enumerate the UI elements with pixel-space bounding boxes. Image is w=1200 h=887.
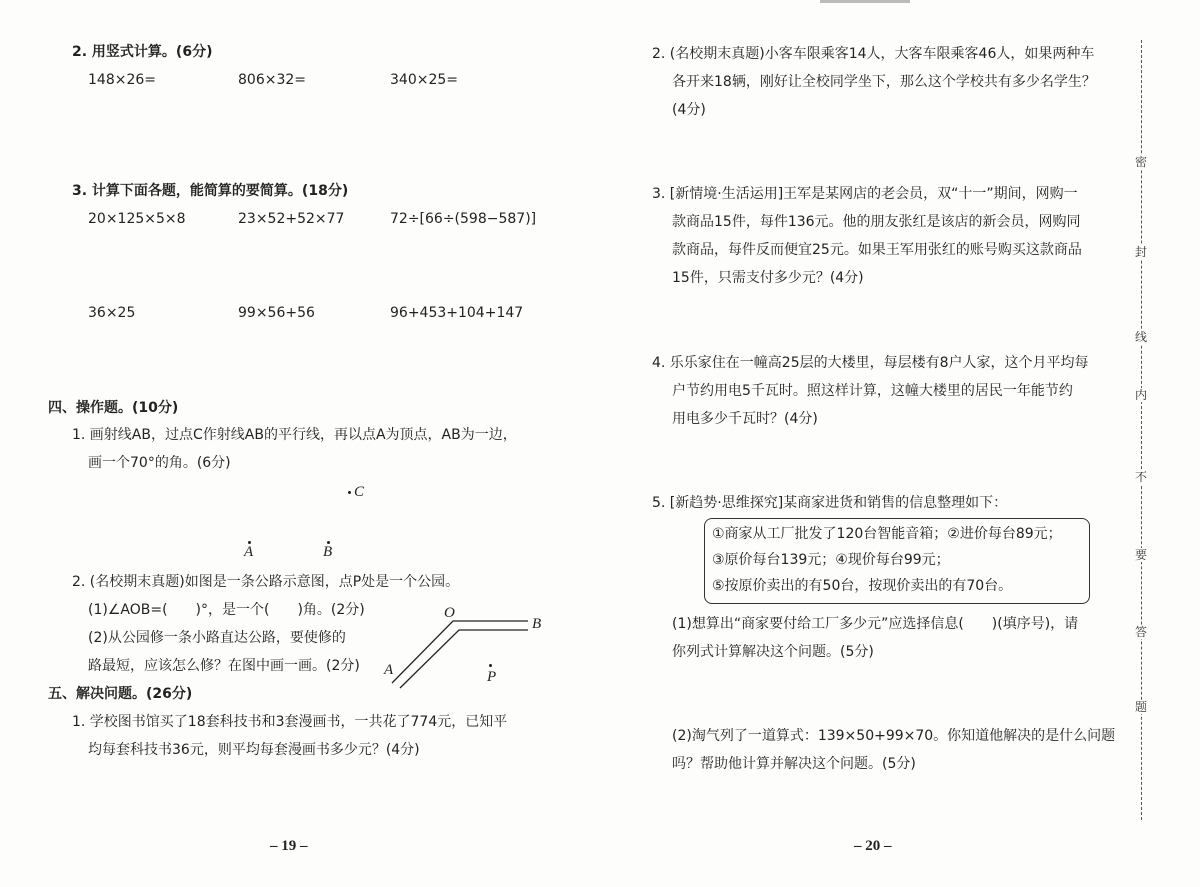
- section-4-title: 四、操作题。(10分): [48, 400, 179, 416]
- sec5-q1-line1: 1. 学校图书馆买了18套科技书和3套漫画书，一共花了774元，已知平: [72, 714, 508, 730]
- q3-line3: 款商品，每件反而便宜25元。如果王军用张红的账号购买这款商品: [672, 242, 1082, 258]
- q2-line1: 2. (名校期末真题)小客车限乘客14人，大客车限乘客46人，如果两种车: [652, 46, 1095, 62]
- q5-info-line3: ⑤按原价卖出的有50台，按现价卖出的有70台。: [712, 578, 1013, 594]
- q3-line4: 15件，只需支付多少元？(4分): [672, 270, 864, 286]
- road-diagram: [380, 600, 550, 695]
- q2-item-1: 148×26=: [88, 72, 156, 88]
- seal-char-1: 密: [1135, 155, 1148, 169]
- q5-sub1-line1: (1)想算出“商家要付给工厂多少元”应选择信息( )(填序号)，请: [672, 616, 1079, 632]
- page-number: – 19 –: [270, 838, 308, 854]
- park-p-label: P: [487, 669, 497, 685]
- q2-item-2: 806×32=: [238, 72, 306, 88]
- q5-info-line2: ③原价每台139元；④现价每台99元；: [712, 552, 950, 568]
- q3-expr-3: 72÷[66÷(598−587)]: [390, 211, 537, 227]
- q3-expr-2: 23×52+52×77: [238, 211, 345, 227]
- q4-line1: 4. 乐乐家住在一幢高25层的大楼里，每层楼有8户人家，这个月平均每: [652, 355, 1089, 371]
- sec5-q1-line2: 均每套科技书36元，则平均每套漫画书多少元？(4分): [88, 742, 420, 758]
- point-c-label: C: [354, 484, 365, 500]
- road-label-o: O: [444, 605, 455, 621]
- page-number: – 20 –: [854, 838, 892, 854]
- q3-expr-5: 99×56+56: [238, 305, 315, 321]
- q3-expr-1: 20×125×5×8: [88, 211, 186, 227]
- q5-info-line1: ①商家从工厂批发了120台智能音箱；②进价每台89元；: [712, 526, 1062, 542]
- top-print-mark: [820, 0, 910, 3]
- road-label-b: B: [532, 616, 542, 632]
- road-label-a: A: [384, 662, 394, 678]
- sec4-q2-sub2-line1: (2)从公园修一条小路直达公路，要使修的: [88, 630, 346, 646]
- sec4-q1-line2: 画一个70°的角。(6分): [88, 455, 231, 471]
- q2-title: 2. 用竖式计算。(6分): [72, 44, 213, 60]
- q3-title: 3. 计算下面各题，能简算的要简算。(18分): [72, 183, 349, 199]
- q3-line1: 3. [新情境·生活运用]王军是某网店的老会员，双“十一”期间，网购一: [652, 186, 1078, 202]
- sec4-q1-line1: 1. 画射线AB，过点C作射线AB的平行线，再以点A为顶点，AB为一边，: [72, 427, 517, 443]
- q2-item-3: 340×25=: [390, 72, 458, 88]
- q4-line3: 用电多少千瓦时？(4分): [672, 411, 818, 427]
- seal-char-3: 线: [1135, 330, 1148, 344]
- q2-line2: 各开来18辆，刚好让全校同学坐下，那么这个学校共有多少名学生？: [672, 74, 1096, 90]
- seal-char-5: 不: [1135, 470, 1148, 484]
- q5-sub2-line1: (2)淘气列了一道算式：139×50+99×70。你知道他解决的是什么问题: [672, 728, 1116, 744]
- section-5-title: 五、解决问题。(26分): [48, 686, 193, 702]
- seal-char-7: 答: [1135, 625, 1148, 639]
- seal-char-2: 封: [1135, 245, 1148, 259]
- road-edge-inner: [400, 630, 528, 688]
- sec4-q2-sub1: (1)∠AOB=( )°，是一个( )角。(2分): [88, 602, 365, 618]
- point-a-label: A: [244, 544, 254, 560]
- q5-title: 5. [新趋势·思维探究]某商家进货和销售的信息整理如下：: [652, 495, 1008, 511]
- sec4-q2-sub2-line2: 路最短，应该怎么修？在图中画一画。(2分): [88, 658, 360, 674]
- point-c-dot: [348, 491, 351, 494]
- point-b-label: B: [323, 544, 333, 560]
- q5-sub1-line2: 你列式计算解决这个问题。(5分): [672, 644, 874, 660]
- seal-char-8: 题: [1135, 700, 1148, 714]
- q3-line2: 款商品15件，每件136元。他的朋友张红是该店的新会员，网购同: [672, 214, 1081, 230]
- q5-sub2-line2: 吗？帮助他计算并解决这个问题。(5分): [672, 756, 916, 772]
- seal-char-4: 内: [1135, 388, 1148, 402]
- q3-expr-4: 36×25: [88, 305, 136, 321]
- seal-char-6: 要: [1135, 548, 1148, 562]
- q3-expr-6: 96+453+104+147: [390, 305, 524, 321]
- q4-line2: 户节约用电5千瓦时。照这样计算，这幢大楼里的居民一年能节约: [672, 383, 1073, 399]
- page-20: [600, 0, 1200, 887]
- sec4-q2-line1: 2. (名校期末真题)如图是一条公路示意图，点P处是一个公园。: [72, 574, 460, 590]
- q2-line3: (4分): [672, 102, 706, 118]
